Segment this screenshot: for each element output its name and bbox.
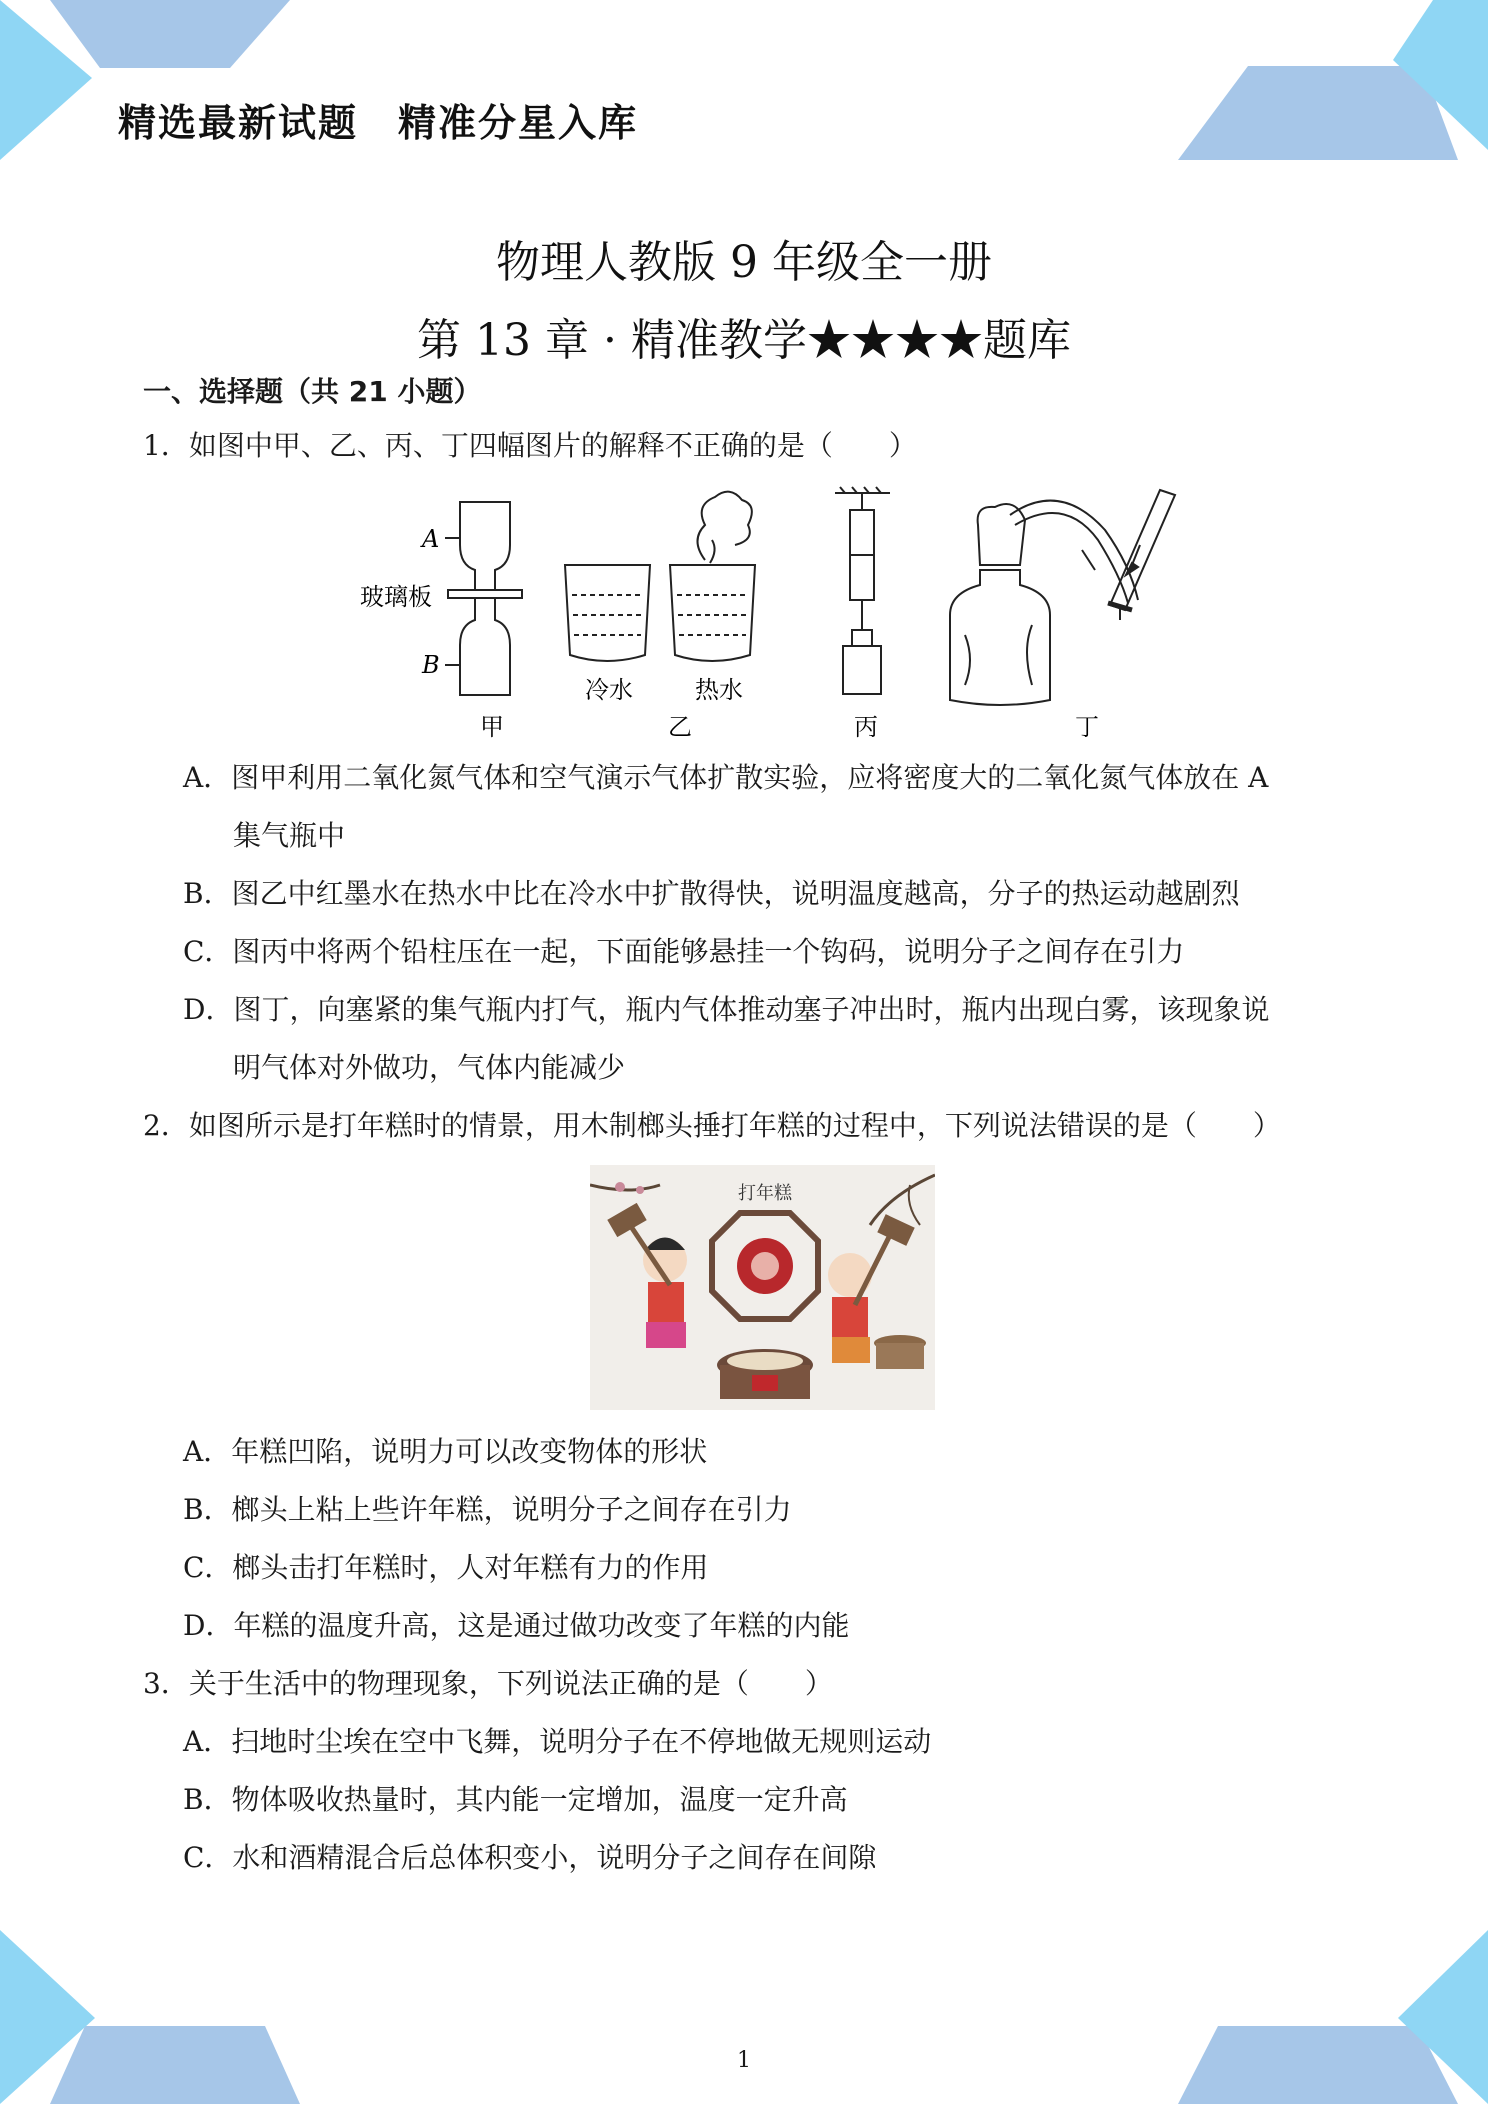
- question-2-illustration: [590, 1165, 935, 1410]
- figure-label-hot-water: 热水: [695, 676, 743, 704]
- question-2-option-b: B．榔头上粘上些许年糕，说明分子之间存在引力: [183, 1493, 792, 1526]
- question-1-option-b: B．图乙中红墨水在热水中比在冷水中扩散得快，说明温度越高，分子的热运动越剧烈: [183, 877, 1240, 910]
- question-1-option-d-continued: 明气体对外做功，气体内能减少: [233, 1051, 626, 1084]
- figure-label-jia: 甲: [480, 713, 504, 741]
- question-2-option-a: A．年糕凹陷，说明力可以改变物体的形状: [183, 1435, 708, 1468]
- question-1-option-a-continued: 集气瓶中: [233, 819, 346, 852]
- question-3-option-c: C．水和酒精混合后总体积变小，说明分子之间存在间隙: [183, 1841, 877, 1874]
- figure-label-yi: 乙: [668, 713, 692, 741]
- section-heading: 一、选择题（共 21 小题）: [143, 375, 482, 408]
- question-3-stem: 3．关于生活中的物理现象，下列说法正确的是（ ）: [143, 1667, 833, 1700]
- corner-decoration-top-right: [1168, 0, 1488, 160]
- corner-decoration-bottom-left: [0, 1930, 320, 2104]
- question-1-option-a: A．图甲利用二氧化氮气体和空气演示气体扩散实验，应将密度大的二氧化氮气体放在 A: [183, 761, 1269, 794]
- document-title: 物理人教版 9 年级全一册: [496, 237, 992, 288]
- figure-label-cold-water: 冷水: [585, 676, 633, 704]
- figure-label-bing: 丙: [854, 713, 878, 741]
- document-subtitle: 第 13 章 · 精准教学★★★★题库: [417, 315, 1071, 366]
- figure-yi-beakers: [565, 492, 755, 661]
- figure-label-ding: 丁: [1075, 713, 1099, 741]
- figure-label-glass: 玻璃板: [360, 583, 432, 611]
- page-number: 1: [737, 2048, 751, 2073]
- figure-jia-gas-jars: [445, 502, 522, 695]
- question-1-figure: [360, 485, 1180, 745]
- figure-label-b: B: [422, 651, 440, 679]
- figure-ding-bottle-pump: [950, 490, 1175, 705]
- question-1-option-d: D．图丁，向塞紧的集气瓶内打气，瓶内气体推动塞子冲出时，瓶内出现白雾，该现象说: [183, 993, 1270, 1026]
- question-3-option-a: A．扫地时尘埃在空中飞舞，说明分子在不停地做无规则运动: [183, 1725, 932, 1758]
- figure-bing-lead-cylinders: [835, 487, 890, 694]
- corner-decoration-bottom-right: [1168, 1930, 1488, 2104]
- question-1-option-c: C．图丙中将两个铅柱压在一起，下面能够悬挂一个钩码，说明分子之间存在引力: [183, 935, 1185, 968]
- question-2-stem: 2．如图所示是打年糕时的情景，用木制榔头捶打年糕的过程中，下列说法错误的是（ ）: [143, 1109, 1281, 1142]
- question-1-stem: 1．如图中甲、乙、丙、丁四幅图片的解释不正确的是（ ）: [143, 429, 917, 462]
- question-2-option-c: C．榔头击打年糕时，人对年糕有力的作用: [183, 1551, 709, 1584]
- figure-label-a: A: [422, 525, 440, 553]
- illustration-caption: 打年糕: [738, 1183, 792, 1204]
- question-2-option-d: D．年糕的温度升高，这是通过做功改变了年糕的内能: [183, 1609, 850, 1642]
- question-3-option-b: B．物体吸收热量时，其内能一定增加，温度一定升高: [183, 1783, 848, 1816]
- header-slogan: 精选最新试题 精准分星入库: [118, 101, 639, 145]
